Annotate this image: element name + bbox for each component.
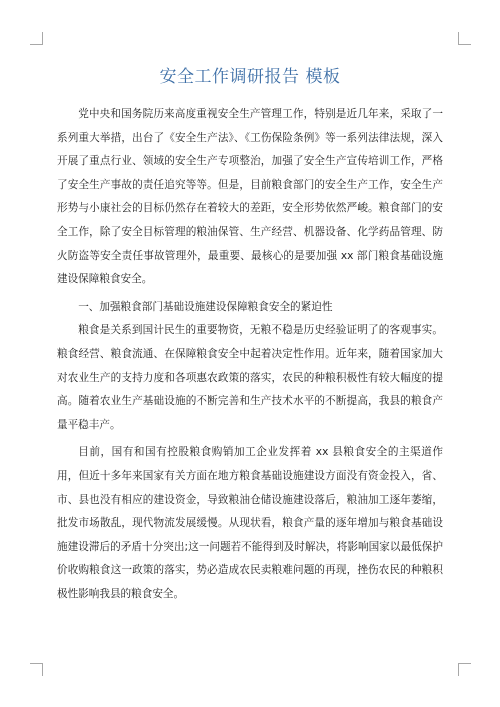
crop-mark-bottom-left [30,663,43,676]
paragraph-grain-importance: 粮食是关系到国计民生的重要物资，无粮不稳是历史经验证明了的客观事实。粮食经营、粮食流通、在保障粮食安全中起着决定性作用。近年来，随着国家加大对农业生产的支持力度和各项惠农政策的落实，农民的种粮积极性有较大幅度的提高。随着农业生产基础设施的不断完善和生产技术水平的不断提高，我县的粮食产量平稳丰产。 [57,324,443,431]
crop-mark-bottom-right [458,663,471,676]
document-title: 安全工作调研报告 模板 [159,67,341,87]
section-heading: 一、加强粮食部门基础设施建设保障粮食安全的紧迫性 [78,300,333,313]
paragraph-current-situation: 目前，国有和国有控股粮食购销加工企业发挥着 xx 县粮食安全的主渠道作用，但近十多年来国家有关方面在地方粮食基础设施建设方面没有资金投入，省、市、县也没有相应的建设资金，导致粮油仓储设施建设落后，粮油加工逐年萎缩，批发市场散乱，现代物流发展缓慢。从现状看，粮食产量的逐年增加与粮食基础设施建设滞后的矛盾十分突出;这一问题若不能得到及时解决，将影响国家以最低保护价收购粮食这一政策的落实，势必造成农民卖粮难问题的再现，挫伤农民的种粮积极性影响我县的粮食安全。 [57,446,443,600]
document-body [57,103,443,610]
crop-mark-top-right [458,32,471,45]
paragraph-intro: 党中央和国务院历来高度重视安全生产管理工作，特别是近几年来，采取了一系列重大举措，出台了《安全生产法》、《工伤保险条例》等一系列法律法规，深入开展了重点行业、领域的安全生产专项整治，加强了安全生产宣传培训工作，严格了安全生产事故的责任追究等等。但是，目前粮食部门的安全生产工作，安全生产形势与小康社会的目标仍然存在着较大的差距，安全形势依然严峻。粮食部门的安全工作，除了安全目标管理的粮油保管、生产经营、机器设备、化学药品管理、防火防盗等安全责任事故管理外，最重要、最核心的是要加强 xx 部门粮食基础设施建设保障粮食安全。 [57,108,443,286]
crop-mark-top-left [30,32,43,45]
